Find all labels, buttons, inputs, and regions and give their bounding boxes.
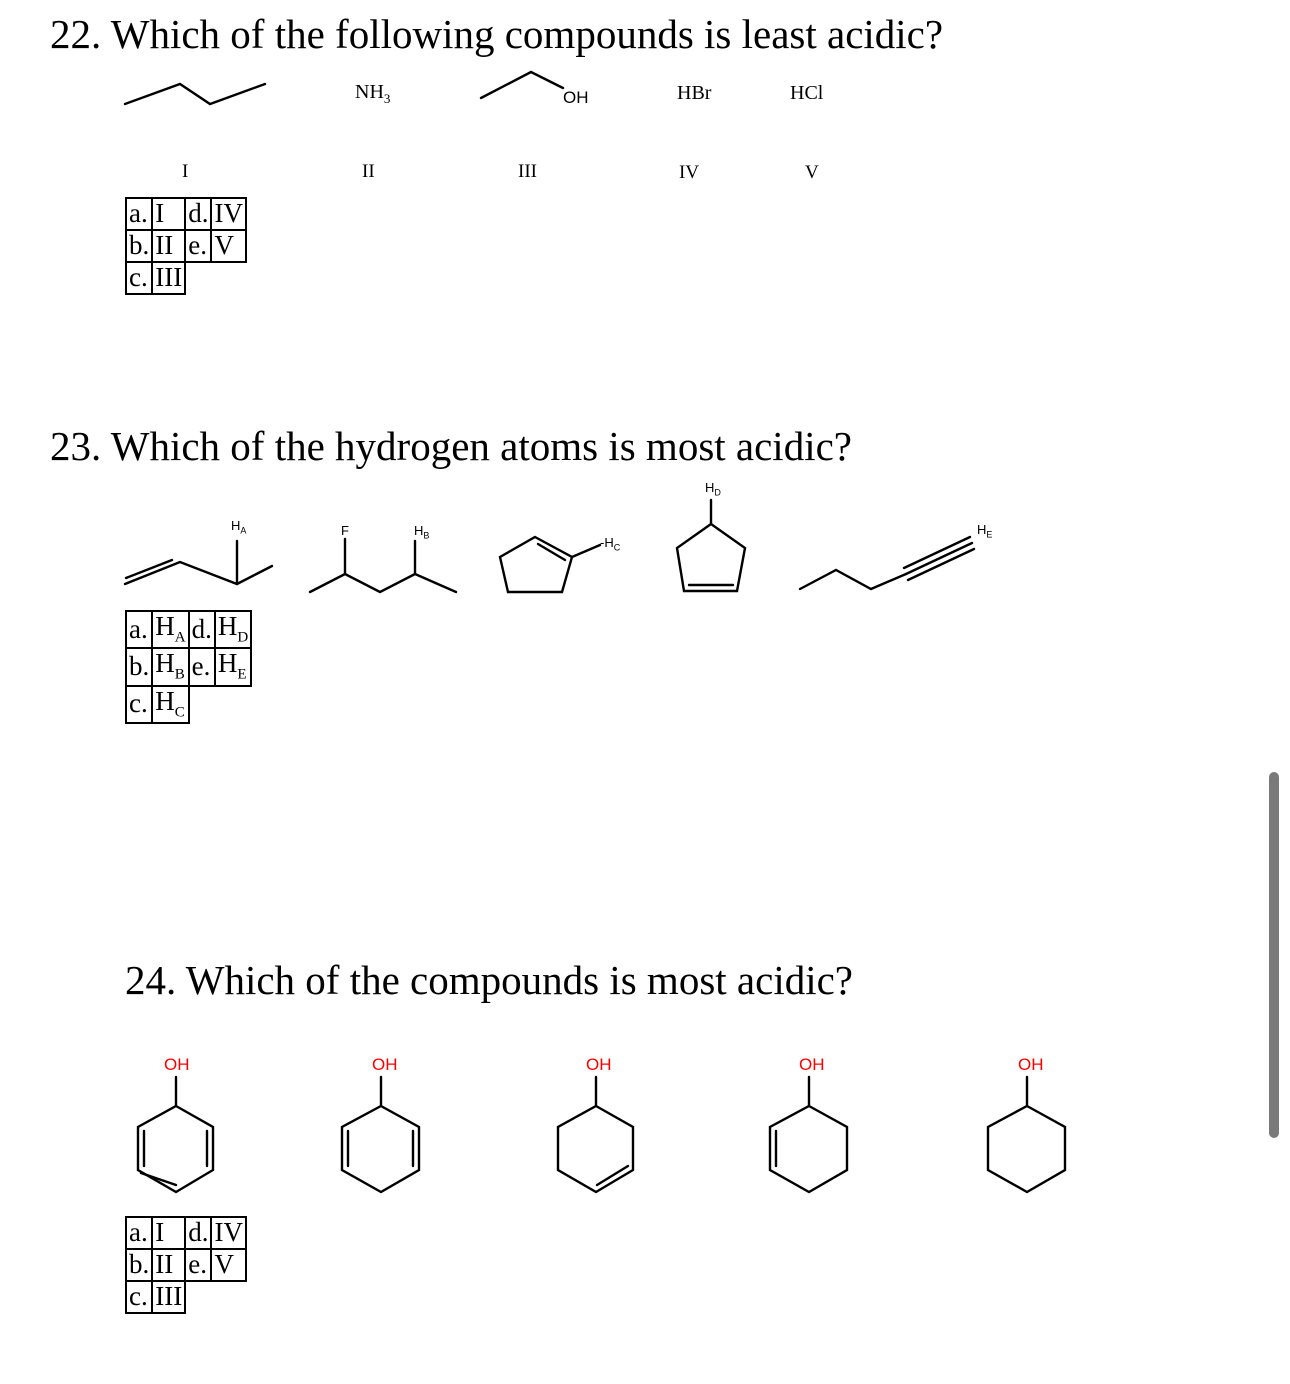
compound-i-phenol: [138, 1077, 213, 1192]
compound-i-label: I: [182, 161, 189, 182]
compound-v-label: V: [805, 162, 819, 183]
compound-ii-oh-label: OH: [372, 1055, 398, 1074]
question-22-title: 22. Which of the following compounds is least acidic?: [50, 11, 944, 57]
q22-choice-a-value[interactable]: I: [152, 198, 185, 230]
compound-iv-cyclohexenol: [770, 1077, 847, 1192]
q22-choice-a-letter[interactable]: a.: [126, 198, 152, 230]
q24-choice-a-value[interactable]: I: [152, 1217, 185, 1249]
q23-choice-c-value[interactable]: $H_C$: [152, 686, 188, 723]
q22-choice-c-value[interactable]: III: [152, 262, 185, 294]
q23-choice-a-letter[interactable]: a.: [126, 611, 152, 648]
compound-iii-oh-label: OH: [563, 88, 589, 107]
q23-choice-b-letter[interactable]: b.: [126, 648, 152, 685]
compound-iii-cyclohexenol: [558, 1077, 633, 1192]
q24-choice-a-letter[interactable]: a.: [126, 1217, 152, 1249]
q22-choice-c-letter[interactable]: c.: [126, 262, 152, 294]
compound-iii-oh-label: OH: [586, 1055, 612, 1074]
q22-choice-e-value[interactable]: V: [211, 230, 246, 262]
label-he: $H_E$: [977, 522, 993, 540]
q24-choice-e-value[interactable]: V: [211, 1249, 246, 1281]
label-hc: $-H_C$: [600, 535, 621, 553]
q23-choice-d-letter[interactable]: d.: [189, 611, 215, 648]
label-f: F: [341, 523, 349, 538]
compound-iii-label: III: [518, 161, 537, 182]
compound-ii-formula: $NH_3$: [355, 81, 391, 106]
q22-choice-b-value[interactable]: II: [152, 230, 185, 262]
q23-choice-a-value[interactable]: $H_A$: [152, 611, 188, 648]
q23-choice-b-value[interactable]: $H_B$: [152, 648, 188, 685]
label-ha: $H_A$: [231, 518, 247, 536]
q24-answer-table: [125, 1216, 247, 1314]
q24-choice-d-value[interactable]: IV: [211, 1217, 246, 1249]
q22-choice-d-letter[interactable]: d.: [185, 198, 211, 230]
q24-choice-e-letter[interactable]: e.: [185, 1249, 211, 1281]
compound-v-oh-label: OH: [1018, 1055, 1044, 1074]
question-24-title: 24. Which of the compounds is most acidic?: [125, 957, 853, 1003]
q24-choice-c-value[interactable]: III: [152, 1281, 185, 1313]
q23-choice-d-value[interactable]: $H_D$: [215, 611, 251, 648]
compound-ii-label: II: [362, 161, 375, 182]
compound-ii-cyclohexadienol: [342, 1077, 419, 1192]
q23-choice-c-letter[interactable]: c.: [126, 686, 152, 723]
q22-choice-b-letter[interactable]: b.: [126, 230, 152, 262]
label-hd: $H_D$: [705, 480, 721, 498]
question-23-title: 23. Which of the hydrogen atoms is most acidic?: [50, 423, 852, 469]
compound-v-formula: HCl: [790, 82, 824, 104]
compound-iv-formula: HBr: [677, 82, 712, 104]
q22-choice-e-letter[interactable]: e.: [185, 230, 211, 262]
q23-choice-e-value[interactable]: $H_E$: [215, 648, 251, 685]
compound-i-oh-label: OH: [164, 1055, 190, 1074]
compound-v-cyclohexanol: [988, 1077, 1065, 1192]
q24-choice-b-value[interactable]: II: [152, 1249, 185, 1281]
vertical-scrollbar[interactable]: [1269, 772, 1279, 1138]
compound-iv-oh-label: OH: [799, 1055, 825, 1074]
compound-iv-label: IV: [679, 162, 700, 183]
q22-choice-d-value[interactable]: IV: [211, 198, 246, 230]
q23-choice-e-letter[interactable]: e.: [189, 648, 215, 685]
q24-choice-c-letter[interactable]: c.: [126, 1281, 152, 1313]
q24-choice-d-letter[interactable]: d.: [185, 1217, 211, 1249]
label-hb: $H_B$: [414, 523, 430, 541]
q24-choice-b-letter[interactable]: b.: [126, 1249, 152, 1281]
